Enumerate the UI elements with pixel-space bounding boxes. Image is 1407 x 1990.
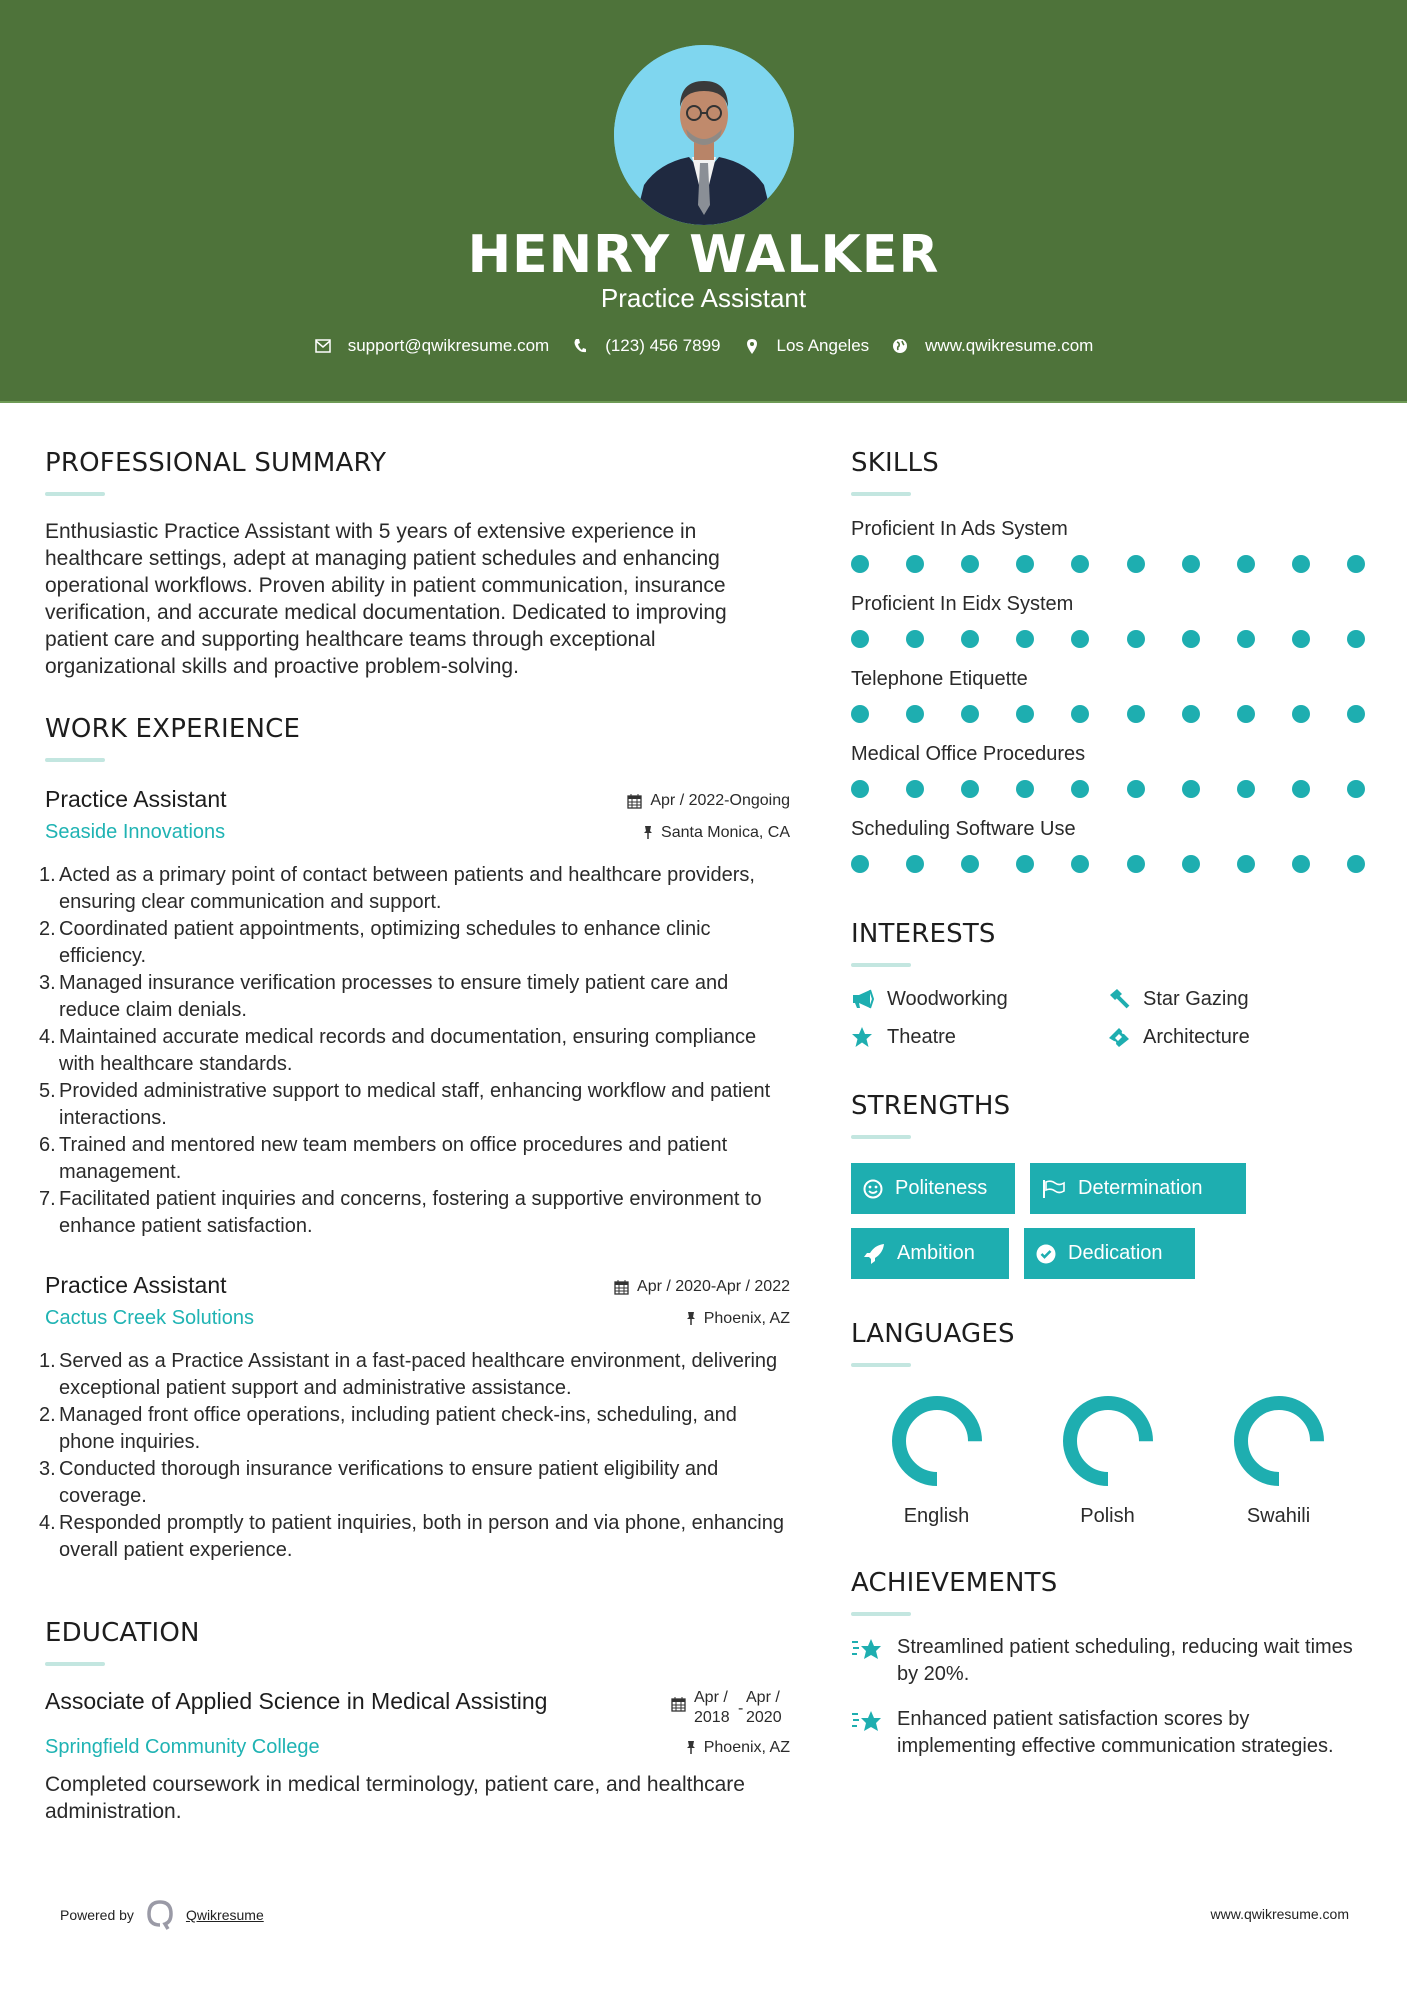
smiley-icon	[863, 1179, 883, 1199]
achievement-item: Enhanced patient satisfaction scores by implementing effective communication strategies.	[851, 1706, 1371, 1760]
languages-section	[851, 1319, 1371, 1528]
section-divider	[45, 492, 105, 496]
skill-item	[851, 818, 1371, 873]
school-name: Springfield Community College	[45, 1736, 320, 1758]
strengths-section	[851, 1091, 1371, 1279]
section-divider	[851, 963, 911, 967]
section-divider	[851, 1363, 911, 1367]
rating-dot-icon	[906, 555, 924, 573]
pushpin-icon	[643, 825, 653, 840]
rating-dot-icon	[1347, 630, 1365, 648]
globe-icon	[891, 337, 909, 355]
rating-dot-icon	[1347, 780, 1365, 798]
section-heading: ACHIEVEMENTS	[851, 1568, 1058, 1598]
rating-dot-icon	[1016, 555, 1034, 573]
pushpin-icon	[686, 1740, 696, 1755]
contact-website[interactable]	[891, 336, 1093, 356]
qwikresume-link[interactable]: Qwikresume	[185, 1907, 264, 1923]
contact-location-text: Los Angeles	[776, 336, 870, 355]
contact-website-text: www.qwikresume.com	[925, 336, 1094, 355]
rating-dot-icon	[1016, 705, 1034, 723]
rating-dot-icon	[1127, 555, 1145, 573]
rating-dot-icon	[1127, 780, 1145, 798]
section-divider	[45, 758, 105, 762]
list-item: 1. Acted as a primary point of contact between patients and healthcare providers, ensuring clear communication and support.	[39, 864, 755, 913]
ticket-icon	[1107, 1025, 1133, 1049]
contact-phone[interactable]	[571, 336, 720, 356]
achievement-item: Streamlined patient scheduling, reducing wait times by 20%.	[851, 1634, 1371, 1688]
skill-name: Proficient In Eidx System	[851, 593, 1074, 615]
skill-rating	[851, 780, 1365, 798]
job-location: Santa Monica, CA	[643, 824, 790, 842]
skill-name: Telephone Etiquette	[851, 668, 1028, 690]
contact-phone-text: (123) 456 7899	[605, 336, 721, 355]
rating-dot-icon	[1127, 705, 1145, 723]
education-start: Apr / 2018	[694, 1689, 730, 1726]
gavel-icon	[1107, 987, 1133, 1011]
rating-dot-icon	[961, 705, 979, 723]
interests-section	[851, 919, 1371, 1049]
rating-dot-icon	[1016, 780, 1034, 798]
skill-item	[851, 518, 1371, 573]
job-bullets	[39, 862, 790, 1240]
job-entry	[39, 786, 790, 1240]
rating-dot-icon	[906, 705, 924, 723]
megaphone-icon	[851, 987, 877, 1011]
map-pin-icon	[743, 337, 761, 355]
rating-dot-icon	[1071, 630, 1089, 648]
rating-dot-icon	[1237, 855, 1255, 873]
job-location: Phoenix, AZ	[686, 1310, 790, 1328]
rating-dot-icon	[1292, 855, 1310, 873]
skill-rating	[851, 555, 1365, 573]
envelope-icon	[314, 337, 332, 355]
resume-header	[0, 0, 1407, 403]
profile-photo	[614, 45, 794, 225]
list-item: 4. Maintained accurate medical records and documentation, ensuring compliance with healthcare standards.	[39, 1026, 757, 1075]
job-title: Practice Assistant	[45, 1272, 227, 1298]
section-heading: PROFESSIONAL SUMMARY	[45, 448, 387, 478]
strength-badge: Ambition	[851, 1228, 1009, 1279]
rating-dot-icon	[961, 780, 979, 798]
interest-item: Woodworking	[851, 987, 1107, 1011]
shooting-star-icon	[851, 1634, 897, 1688]
rating-dot-icon	[1292, 555, 1310, 573]
skill-item	[851, 668, 1371, 723]
interest-item: Architecture	[1107, 1025, 1363, 1049]
language-item	[1022, 1395, 1193, 1528]
rating-dot-icon	[1127, 855, 1145, 873]
list-item: 2. Managed front office operations, including patient check-ins, scheduling, and phone inquiries.	[39, 1404, 737, 1453]
rating-dot-icon	[1071, 705, 1089, 723]
job-dates: Apr / 2022-Ongoing	[627, 792, 790, 810]
rating-dot-icon	[1237, 555, 1255, 573]
star-icon	[851, 1025, 877, 1049]
list-item: 7. Facilitated patient inquiries and concerns, fostering a supportive environment to enhance patient satisfaction.	[39, 1188, 762, 1237]
experience-section	[39, 714, 790, 1564]
education-dates: Apr / 2018 - Apr / 2020	[671, 1688, 790, 1728]
rating-dot-icon	[1237, 705, 1255, 723]
summary-section	[45, 448, 790, 680]
rating-dot-icon	[961, 855, 979, 873]
calendar-icon	[614, 1279, 629, 1295]
education-description: Completed coursework in medical terminology, patient care, and healthcare administration.	[45, 1773, 745, 1823]
candidate-name: HENRY WALKER	[467, 225, 940, 285]
language-progress-ring-icon	[1233, 1395, 1325, 1487]
rating-dot-icon	[906, 855, 924, 873]
company-name: Cactus Creek Solutions	[45, 1307, 254, 1329]
list-item: 1. Served as a Practice Assistant in a fast-paced healthcare environment, delivering exceptional patient support and administrative assistance.	[39, 1350, 778, 1399]
rating-dot-icon	[1071, 855, 1089, 873]
section-divider	[851, 1612, 911, 1616]
contact-bar	[0, 336, 1407, 356]
calendar-icon	[627, 793, 642, 809]
qwikresume-logo-icon	[146, 1900, 174, 1930]
rating-dot-icon	[1182, 855, 1200, 873]
rating-dot-icon	[1292, 780, 1310, 798]
rating-dot-icon	[1347, 855, 1365, 873]
list-item: 3. Conducted thorough insurance verifications to ensure patient eligibility and coverage.	[39, 1458, 719, 1507]
skill-item	[851, 593, 1371, 648]
footer-website[interactable]: www.qwikresume.com	[1210, 1906, 1349, 1922]
rating-dot-icon	[1182, 705, 1200, 723]
list-item: 3. Managed insurance verification processes to ensure timely patient care and reduce claim denials.	[39, 972, 729, 1021]
rating-dot-icon	[851, 630, 869, 648]
language-progress-ring-icon	[1062, 1395, 1154, 1487]
strength-badge: Dedication	[1024, 1228, 1195, 1279]
education-location: Phoenix, AZ	[686, 1739, 790, 1757]
contact-email[interactable]	[314, 336, 550, 356]
skills-section	[851, 448, 1371, 873]
rating-dot-icon	[906, 780, 924, 798]
achievements-section	[851, 1568, 1371, 1760]
list-item: 6. Trained and mentored new team members on office procedures and patient management.	[39, 1134, 728, 1183]
strength-badge: Politeness	[851, 1163, 1015, 1214]
right-column	[851, 448, 1371, 1760]
contact-location	[743, 336, 870, 356]
rocket-icon	[863, 1243, 885, 1265]
interest-item: Theatre	[851, 1025, 1107, 1049]
rating-dot-icon	[906, 630, 924, 648]
strength-badge: Determination	[1030, 1163, 1246, 1214]
language-item	[851, 1395, 1022, 1528]
skill-item	[851, 743, 1371, 798]
list-item: 5. Provided administrative support to medical staff, enhancing workflow and patient interactions.	[39, 1080, 771, 1129]
footer-powered-by: Powered by Qwikresume	[60, 1900, 264, 1930]
rating-dot-icon	[1292, 630, 1310, 648]
rating-dot-icon	[1182, 630, 1200, 648]
job-entry	[39, 1272, 790, 1564]
candidate-title: Practice Assistant	[600, 283, 807, 313]
rating-dot-icon	[1347, 555, 1365, 573]
language-name: Polish	[1080, 1505, 1135, 1527]
rating-dot-icon	[1182, 555, 1200, 573]
rating-dot-icon	[1182, 780, 1200, 798]
rating-dot-icon	[1071, 555, 1089, 573]
rating-dot-icon	[1347, 705, 1365, 723]
section-heading: WORK EXPERIENCE	[45, 714, 301, 744]
rating-dot-icon	[1292, 705, 1310, 723]
company-name: Seaside Innovations	[45, 821, 226, 843]
rating-dot-icon	[851, 855, 869, 873]
skill-rating	[851, 705, 1365, 723]
section-heading: SKILLS	[851, 448, 939, 478]
skill-rating	[851, 855, 1365, 873]
language-item	[1193, 1395, 1364, 1528]
flag-icon	[1042, 1179, 1066, 1199]
phone-icon	[571, 337, 589, 355]
section-divider	[851, 1135, 911, 1139]
education-section	[45, 1618, 790, 1825]
skill-name: Proficient In Ads System	[851, 518, 1068, 540]
language-progress-ring-icon	[891, 1395, 983, 1487]
rating-dot-icon	[961, 630, 979, 648]
list-item: 2. Coordinated patient appointments, optimizing schedules to enhance clinic efficiency.	[39, 918, 711, 967]
rating-dot-icon	[851, 555, 869, 573]
job-bullets	[39, 1348, 790, 1564]
rating-dot-icon	[1016, 855, 1034, 873]
job-dates: Apr / 2020-Apr / 2022	[614, 1278, 790, 1296]
section-divider	[45, 1662, 105, 1666]
contact-email-text: support@qwikresume.com	[347, 336, 550, 355]
shooting-star-icon	[851, 1706, 897, 1760]
rating-dot-icon	[1071, 780, 1089, 798]
section-heading: LANGUAGES	[851, 1319, 1015, 1349]
section-heading: STRENGTHS	[851, 1091, 1011, 1121]
language-name: Swahili	[1246, 1505, 1311, 1527]
rating-dot-icon	[1237, 780, 1255, 798]
degree-title: Associate of Applied Science in Medical Assisting	[45, 1688, 548, 1714]
list-item: 4. Responded promptly to patient inquiries, both in person and via phone, enhancing overall patient experience.	[39, 1512, 784, 1561]
interest-item: Star Gazing	[1107, 987, 1363, 1011]
check-circle-icon	[1036, 1244, 1056, 1264]
pushpin-icon	[686, 1311, 696, 1326]
rating-dot-icon	[851, 705, 869, 723]
rating-dot-icon	[961, 555, 979, 573]
summary-text: Enthusiastic Practice Assistant with 5 years of extensive experience in healthcare settings, adept at managing patient schedules and enhancing operational workflows. Proven ability in patient communication, insurance verification, and accurate medical documentation. Dedicated to improving patient care and supporting healthcare teams through exceptional organizational skills and proactive problem-solving.	[45, 520, 727, 678]
language-name: English	[903, 1505, 970, 1527]
left-column	[39, 448, 790, 1825]
education-end: Apr / 2020	[746, 1689, 782, 1726]
section-divider	[851, 492, 911, 496]
job-title: Practice Assistant	[45, 786, 227, 812]
rating-dot-icon	[1237, 630, 1255, 648]
rating-dot-icon	[1127, 630, 1145, 648]
rating-dot-icon	[1016, 630, 1034, 648]
calendar-icon	[671, 1696, 686, 1712]
section-heading: INTERESTS	[851, 919, 996, 949]
skill-name: Medical Office Procedures	[851, 743, 1086, 765]
skill-name: Scheduling Software Use	[851, 818, 1076, 840]
skill-rating	[851, 630, 1365, 648]
section-heading: EDUCATION	[45, 1618, 200, 1648]
rating-dot-icon	[851, 780, 869, 798]
